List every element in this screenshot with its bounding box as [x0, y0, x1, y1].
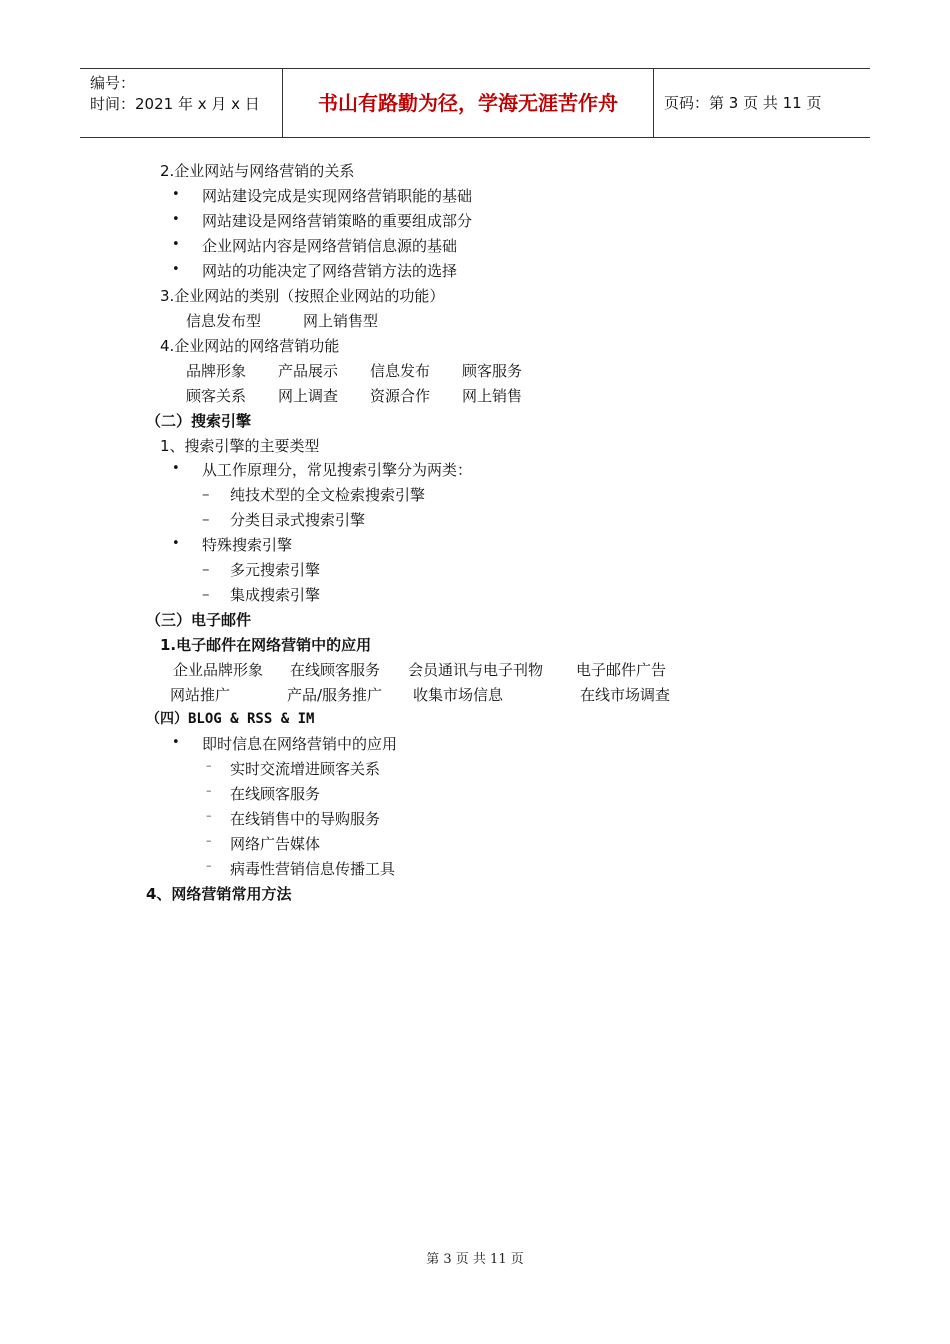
list-item: 多元搜索引擎: [230, 561, 321, 579]
bullet-icon: •: [172, 536, 180, 551]
bullet-icon: •: [172, 237, 180, 252]
list-item: 资源合作: [370, 387, 431, 405]
list-item: 在线顾客服务: [230, 785, 321, 803]
subsection-heading: 1、搜索引擎的主要类型: [160, 437, 320, 455]
page-footer: 第 3 页 共 11 页: [426, 1252, 524, 1267]
dash-icon: –: [202, 585, 210, 603]
list-item: 网上调查: [278, 387, 339, 405]
bullet-icon: •: [172, 461, 180, 476]
bullet-icon: •: [172, 262, 180, 277]
time-label: 时间：2021 年 x 月 x 日: [90, 95, 260, 113]
bullet-icon: •: [172, 735, 180, 750]
list-item: 实时交流增进顾客关系: [230, 760, 381, 778]
number-label: 编号：: [90, 74, 136, 92]
list-item: 顾客关系: [186, 387, 247, 405]
dash-icon: –: [206, 784, 212, 797]
section-heading: （三）电子邮件: [146, 611, 252, 629]
section-heading: （二）搜索引擎: [146, 412, 252, 430]
subsection-heading: 1.电子邮件在网络营销中的应用: [160, 636, 372, 654]
list-item: 网络广告媒体: [230, 835, 321, 853]
section-heading: （四）BLOG & RSS & IM: [146, 711, 315, 727]
list-item: 网站推广: [170, 686, 231, 704]
list-item: 企业品牌形象: [173, 661, 264, 679]
section-heading: 2.企业网站与网络营销的关系: [160, 162, 355, 180]
list-item: 网上销售: [462, 387, 523, 405]
list-item: 在线市场调查: [580, 686, 671, 704]
header-page-info: 页码：第 3 页 共 11 页: [664, 94, 822, 112]
section-heading: 4.企业网站的网络营销功能: [160, 337, 340, 355]
list-item: 从工作原理分，常见搜索引擎分为两类：: [202, 461, 473, 479]
list-item: 特殊搜索引擎: [202, 536, 293, 554]
list-item: 顾客服务: [462, 362, 523, 380]
list-item: 集成搜索引擎: [230, 586, 321, 604]
list-item: 纯技术型的全文检索搜索引擎: [230, 486, 426, 504]
list-item: 病毒性营销信息传播工具: [230, 860, 396, 878]
list-item: 品牌形象: [186, 362, 247, 380]
list-item: 在线销售中的导购服务: [230, 810, 381, 828]
list-item: 网站的功能决定了网络营销方法的选择: [202, 262, 458, 280]
dash-icon: –: [206, 809, 212, 822]
list-item: 产品/服务推广: [287, 686, 383, 704]
list-item: 信息发布: [370, 362, 431, 380]
list-item: 即时信息在网络营销中的应用: [202, 735, 398, 753]
list-item: 网站建设是网络营销策略的重要组成部分: [202, 212, 473, 230]
list-item: 网站建设完成是实现网络营销职能的基础: [202, 187, 473, 205]
dash-icon: –: [206, 859, 212, 872]
list-item: 企业网站内容是网络营销信息源的基础: [202, 237, 458, 255]
list-item: 会员通讯与电子刊物: [408, 661, 544, 679]
header-motto: 书山有路勤为径，学海无涯苦作舟: [282, 69, 654, 137]
dash-icon: –: [206, 759, 212, 772]
section-heading: 4、网络营销常用方法: [146, 885, 292, 903]
dash-icon: –: [202, 485, 210, 503]
list-item: 信息发布型: [186, 312, 262, 330]
list-item: 网上销售型: [303, 312, 379, 330]
header-meta: [80, 69, 282, 137]
dash-icon: –: [202, 560, 210, 578]
list-item: 分类目录式搜索引擎: [230, 511, 366, 529]
bullet-icon: •: [172, 187, 180, 202]
list-item: 收集市场信息: [413, 686, 504, 704]
dash-icon: –: [202, 510, 210, 528]
dash-icon: –: [206, 834, 212, 847]
list-item: 电子邮件广告: [576, 661, 667, 679]
list-item: 在线顾客服务: [290, 661, 381, 679]
page-header: [80, 68, 870, 138]
list-item: 产品展示: [278, 362, 339, 380]
section-heading: 3.企业网站的类别（按照企业网站的功能）: [160, 287, 445, 305]
bullet-icon: •: [172, 212, 180, 227]
